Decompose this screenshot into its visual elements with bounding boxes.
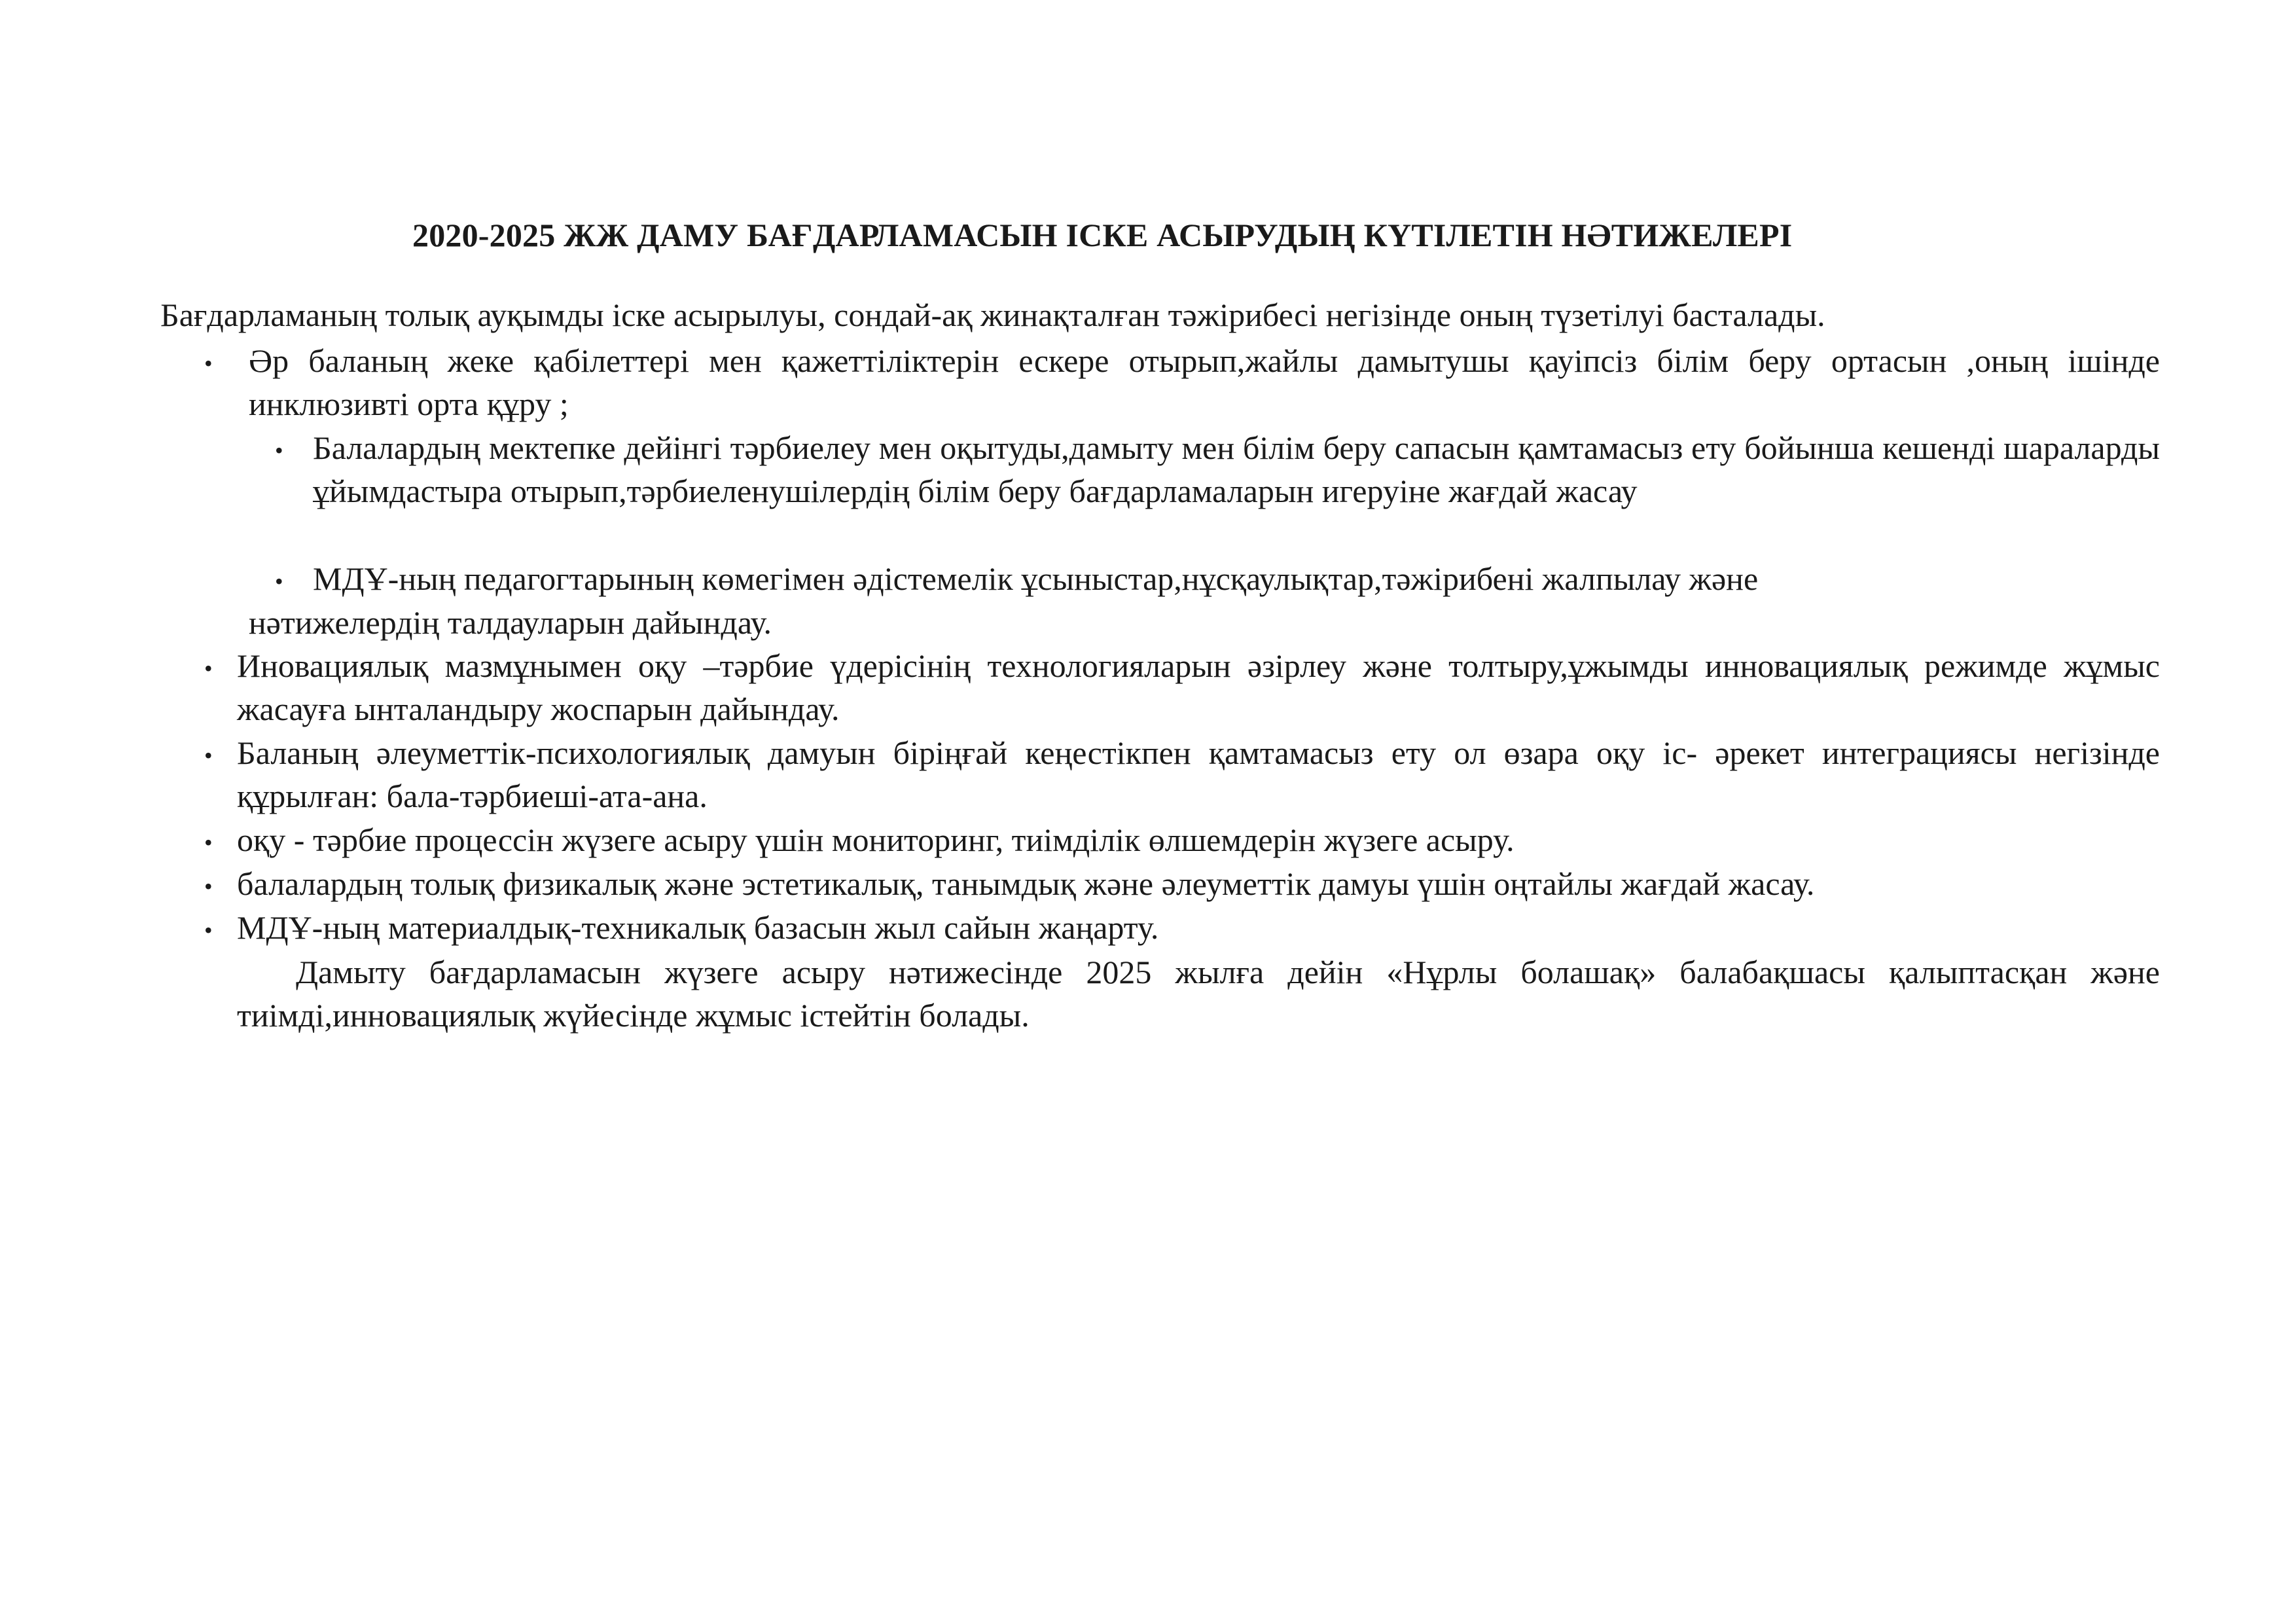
list-item-text: Иновациялық мазмұнымен оқу –тәрбие үдерісінің технологияларын әзірлеу және толтыру,ұжымды инновациялық режимде жұмыс жасауға ынталандыру жоспарын дайындау. [237, 647, 2160, 727]
intro-paragraph: Бағдарламаның толық ауқымды іске асырылуы, сондай-ақ жинақталған тәжірибесі негізінде оның түзетілуі басталады. [160, 297, 1825, 333]
page-title: 2020-2025 ЖЖ ДАМУ БАҒДАРЛАМАСЫН ІСКЕ АСЫРУДЫҢ КҮТІЛЕТІН НӘТИЖЕЛЕРІ [412, 217, 1793, 253]
bullet-icon: • [204, 829, 213, 856]
bullet-icon: • [204, 655, 213, 681]
list-item-text: Әр баланың жеке қабілеттері мен қажеттіліктерін ескере отырып,жайлы дамытушы қауіпсіз білім беру ортасын ,оның ішінде инклюзивті орта құру ; [249, 342, 2160, 422]
list-item-text: балалардың толық физикалық және эстетикалық, танымдық және әлеуметтік дамуы үшін оңтайлы жағдай жасау. [237, 865, 1815, 902]
list-item [237, 731, 2160, 818]
list-item-text: оқу - тәрбие процессін жүзеге асыру үшін мониторинг, тиімділік өлшемдерін жүзеге асыру. [237, 821, 1515, 858]
list-item [249, 339, 2160, 425]
bullet-icon: • [275, 568, 283, 594]
closing-paragraph [237, 950, 2160, 1037]
bullet-icon: • [275, 437, 283, 463]
list-item-continuation [249, 601, 772, 644]
list-item [313, 426, 2160, 513]
list-item [237, 818, 1515, 861]
bullet-icon: • [204, 350, 213, 376]
list-item [237, 644, 2160, 731]
list-item-text: Баланың әлеуметтік-психологиялық дамуын біріңғай кеңестікпен қамтамасыз ету ол өзара оқу іс- әрекет интеграциясы негізінде құрылған: бала-тәрбиеші-ата-ана. [237, 734, 2160, 814]
bullet-icon: • [204, 742, 213, 768]
bullet-icon: • [204, 873, 213, 899]
list-item-text: МДҰ-ның материалдық-техникалық базасын жыл сайын жаңарту. [237, 909, 1159, 946]
list-item-text: МДҰ-ның педагогтарының көмегімен әдістемелік ұсыныстар,нұсқаулықтар,тәжірибені жалпылау және [313, 560, 1759, 597]
bullet-icon: • [204, 917, 213, 943]
list-item [237, 906, 1158, 949]
closing-paragraph-text: Дамыту бағдарламасын жүзеге асыру нәтижесінде 2025 жылға дейін «Нұрлы болашақ» балабақшасы қалыптасқан және тиімді,инновациялық жүйесінде жұмыс істейтін болады. [237, 954, 2160, 1034]
list-item-text: нәтижелердің талдауларын дайындау. [249, 604, 772, 641]
list-item [313, 557, 1758, 600]
list-item-text: Балалардың мектепке дейінгі тәрбиелеу мен оқытуды,дамыту мен білім беру сапасын қамтамасыз ету бойынша кешенді шараларды ұйымдастыра отырып,тәрбиеленушілердің білім беру бағдарламаларын игеруіне жағдай жасау [313, 429, 2160, 509]
list-item [237, 862, 1814, 905]
